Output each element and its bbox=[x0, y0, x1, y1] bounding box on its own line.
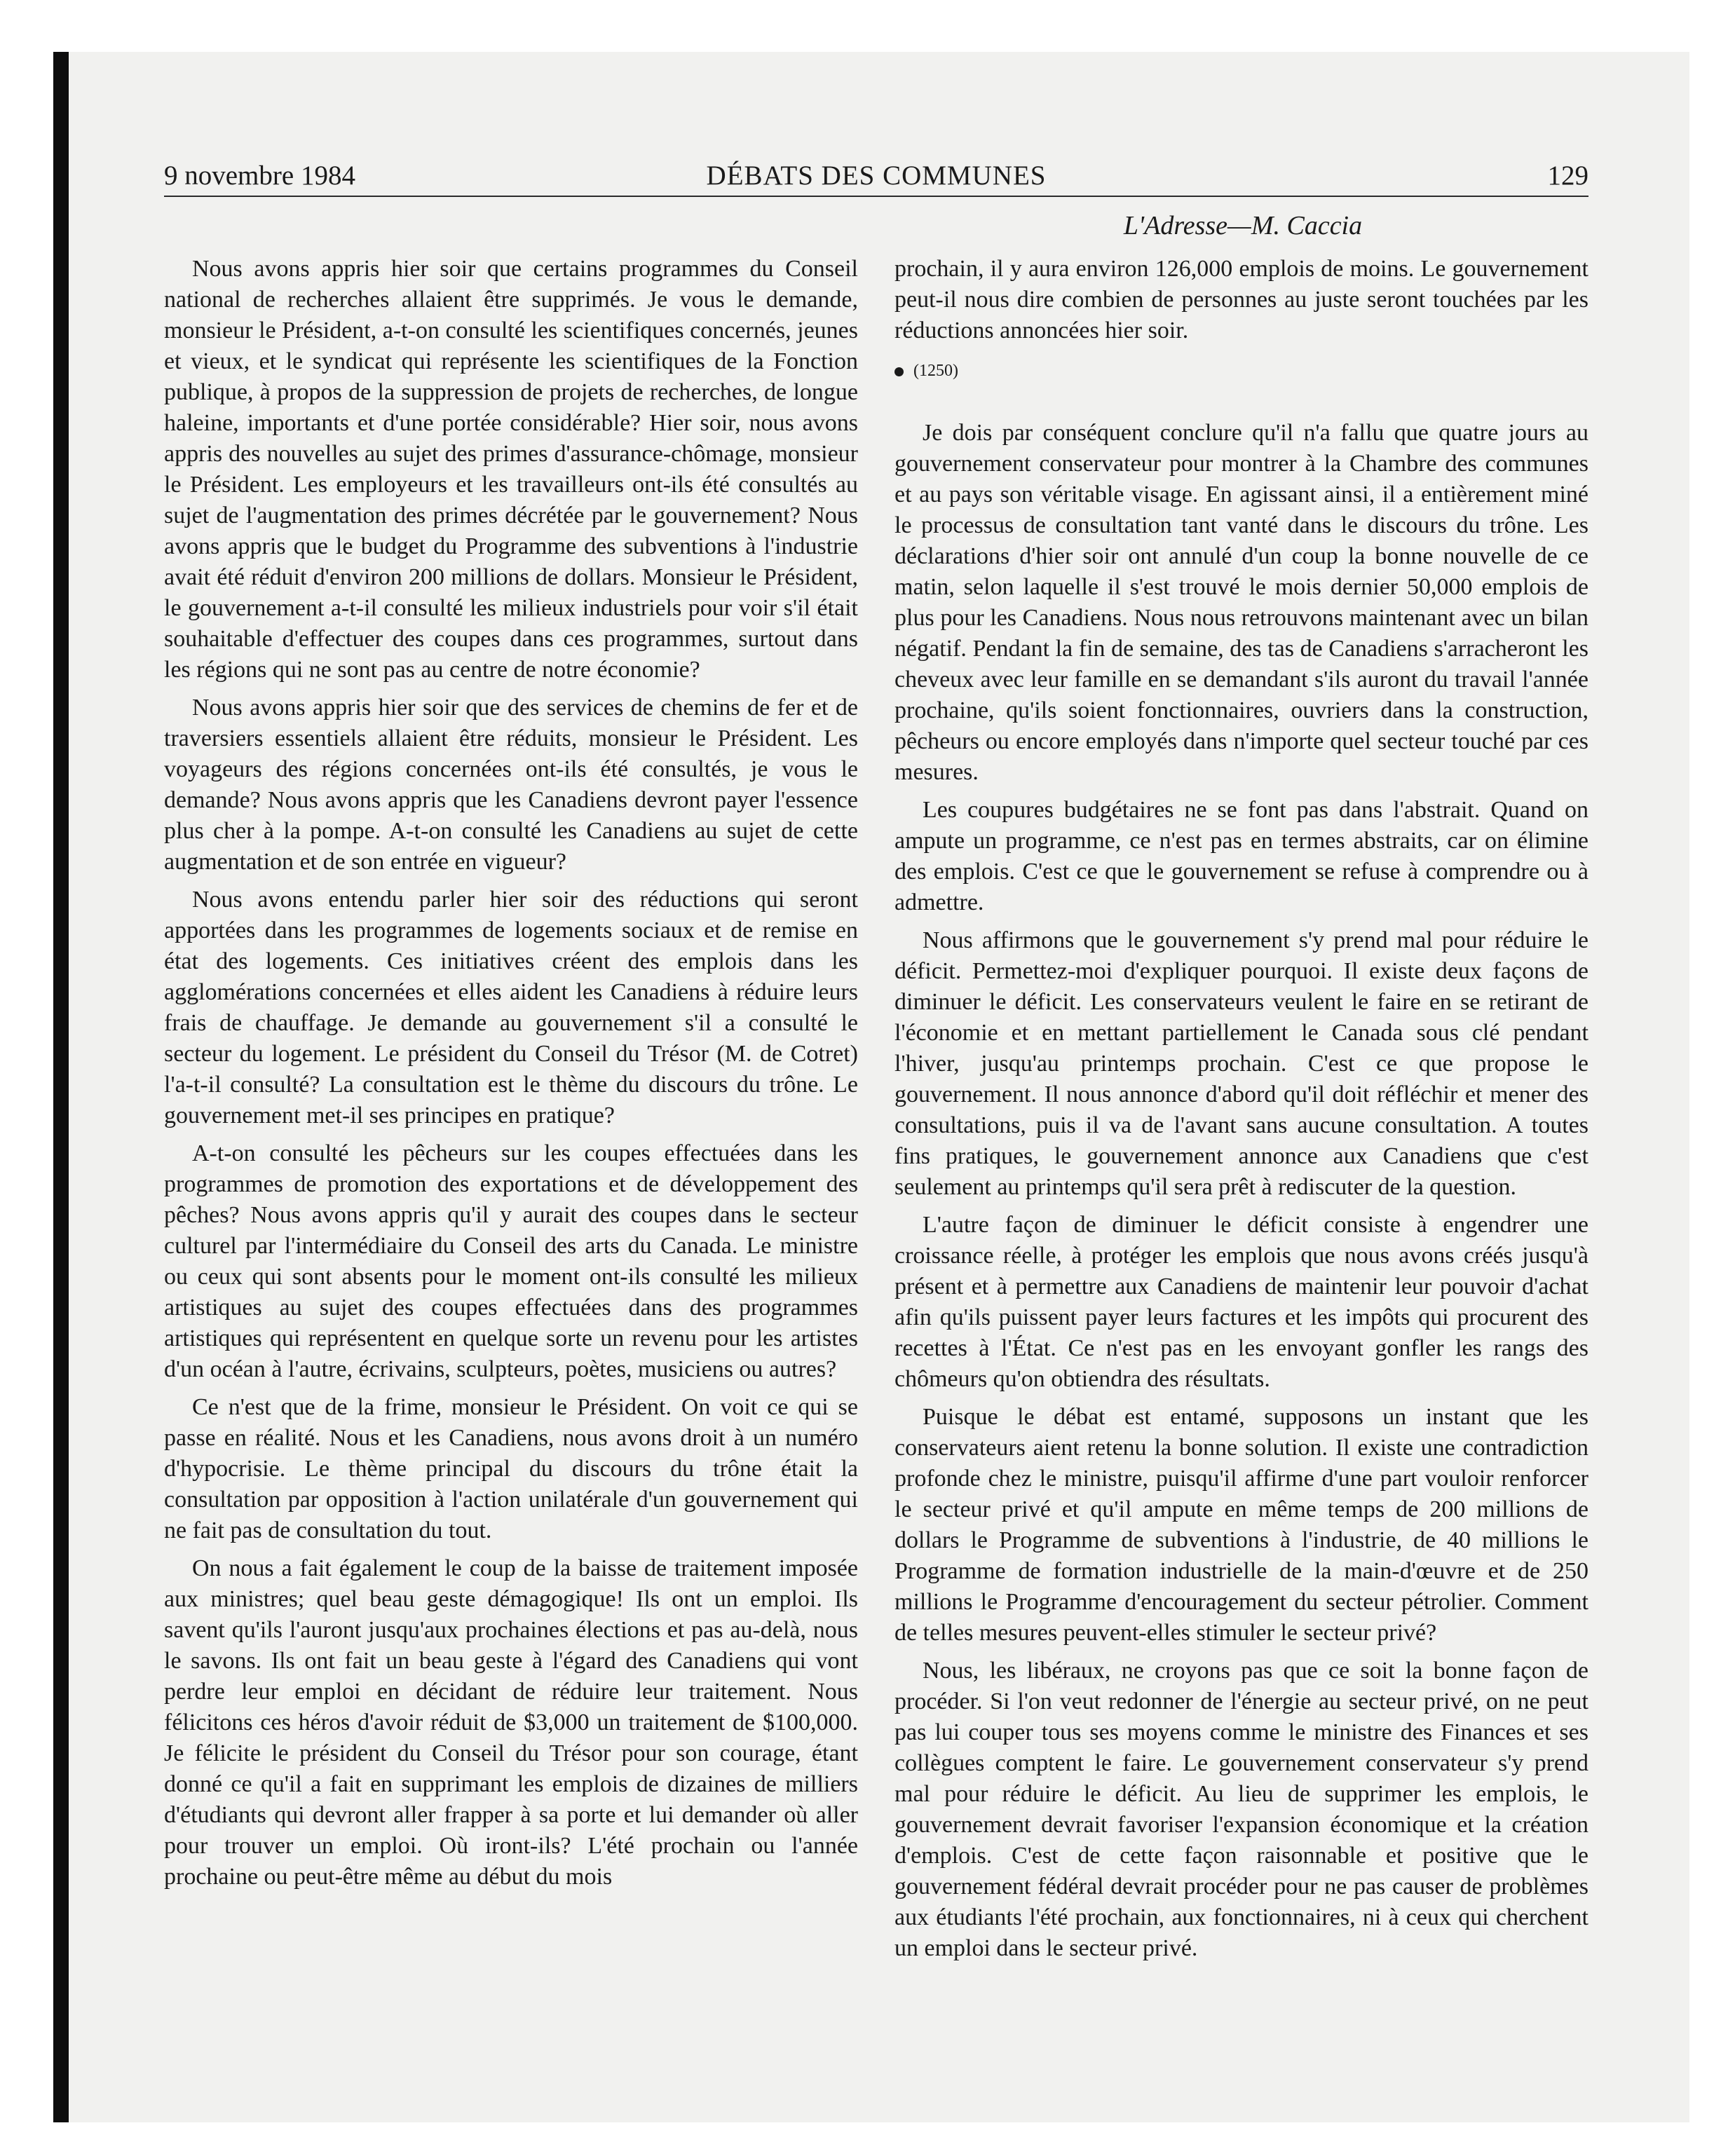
paragraph: Je dois par conséquent conclure qu'il n'a fallu que quatre jours au gouvernement conservateur pour montrer à la Chambre des communes et au pays son véritable visage. En agissant ainsi, il a entièrement miné le processus de consultation tant vanté dans le discours du trône. Les déclarations d'hier soir ont annulé d'un coup la bonne nouvelle de ce matin, selon laquelle il s'est trouvé le mois dernier 50,000 emplois de plus pour les Canadiens. Nous nous retrouvons maintenant avec un bilan négatif. Pendant la fin de semaine, des tas de Canadiens s'arracheront les cheveux avec leur famille en se demandant s'ils auront du travail l'année prochaine, qu'ils soient fonctionnaires, ouvriers dans la construction, pêcheurs ou encore employés dans n'importe quel secteur touché par ces mesures. bbox=[894, 420, 1588, 785]
paragraph: Nous avons appris hier soir que certains programmes du Conseil national de recherches allaient être supprimés. Je vous le demande, monsieur le Président, a-t-on consulté les scientifiques concernés, jeunes et vieux, et le syndicat qui représente les scientifiques de la Fonction publique, à propos de la suppression de projets de recherches, de longue haleine, importants et d'une portée considérable? Hier soir, nous avons appris des nouvelles au sujet des primes d'assurance-chômage, monsieur le Président. Les employeurs et les travailleurs ont-ils été consultés au sujet de l'augmentation des primes décrétée par le gouvernement? Nous avons appris que le budget du Programme des subventions à l'industrie avait été réduit d'environ 200 millions de dollars. Monsieur le Président, le gouvernement a-t-il consulté les milieux industriels pour voir s'il était souhaitable d'effectuer des coupes dans ces programmes, surtout dans les régions qui ne sont pas au centre de notre économie? bbox=[164, 256, 858, 683]
paragraph: Ce n'est que de la frime, monsieur le Président. On voit ce qui se passe en réalité. Nous et les Canadiens, nous avons droit à un numéro d'hypocrisie. Le thème principal du discours du trône était la consultation par opposition à l'action unilatérale d'un gouvernement qui ne fait pas de consultation du tout. bbox=[164, 1394, 858, 1543]
running-head bbox=[164, 160, 1588, 198]
section-label: L'Adresse—M. Caccia bbox=[1123, 211, 1363, 240]
paragraph: Nous avons appris hier soir que des services de chemins de fer et de traversiers essentiels allaient être réduits, monsieur le Président. Les voyageurs des régions concernées ont-ils été consultés, je vous le demande? Nous avons appris que les Canadiens devront payer l'essence plus cher à la pompe. A-t-on consulté les Canadiens au sujet de cette augmentation et de son entrée en vigueur? bbox=[164, 695, 858, 875]
paragraph: Nous affirmons que le gouvernement s'y prend mal pour réduire le déficit. Permettez-moi d'expliquer pourquoi. Il existe deux façons de diminuer le déficit. Les conservateurs veulent le faire en se retirant de l'économie et en mettant partiellement le Canada sous clé pendant l'hiver, jusqu'au printemps prochain. C'est ce que propose le gouvernement. Il nous annonce d'abord qu'il doit réfléchir et mener des consultations, puis il va de l'avant sans aucune consultation. A toutes fins pratiques, le gouvernement annonce aux Canadiens que c'est seulement au printemps qu'il sera prêt à rediscuter de la question. bbox=[894, 927, 1588, 1200]
scan-edge-shadow bbox=[53, 52, 69, 2122]
header-rule bbox=[164, 196, 1588, 197]
bullet-icon bbox=[894, 367, 904, 376]
paragraph: L'autre façon de diminuer le déficit consiste à engendrer une croissance réelle, à protéger les emplois que nous avons créés jusqu'à présent et à permettre aux Canadiens de maintenir leur pouvoir d'achat afin qu'ils puissent payer leurs factures et les impôts qui procurent des recettes à l'État. Ce n'est pas en les envoyant gonfler les rangs des chômeurs qu'on obtiendra des résultats. bbox=[894, 1212, 1588, 1392]
time-marker-label: (1250) bbox=[913, 362, 958, 380]
right-column bbox=[894, 254, 1588, 1971]
time-marker bbox=[894, 360, 1588, 381]
paragraph-continuation: prochain, il y aura environ 126,000 emplois de moins. Le gouvernement peut-il nous dire combien de personnes au juste seront touchées par les réductions annoncées hier soir. bbox=[894, 256, 1588, 343]
paragraph: Nous avons entendu parler hier soir des réductions qui seront apportées dans les programmes de logements sociaux et de remise en état des logements. Ces initiatives créent des emplois dans les agglomérations concernées et elles aident les Canadiens à réduire leurs frais de chauffage. Je demande au gouvernement s'il a consulté le secteur du logement. Le président du Conseil du Trésor (M. de Cotret) l'a-t-il consulté? La consultation est le thème du discours du trône. Le gouvernement met-il ses principes en pratique? bbox=[164, 887, 858, 1128]
header-date: 9 novembre 1984 bbox=[164, 161, 355, 191]
paragraph: Nous, les libéraux, ne croyons pas que ce soit la bonne façon de procéder. Si l'on veut redonner de l'énergie au secteur privé, on ne peut pas lui couper tous ses moyens comme le ministre des Finances et ses collègues comptent le faire. Le gouvernement conservateur s'y prend mal pour réduire le déficit. Au lieu de supprimer les emplois, le gouvernement devrait favoriser l'expansion économique et la création d'emplois. C'est de cette façon raisonnable et positive que le gouvernement fédéral devrait procéder pour ne pas causer de problèmes aux étudiants l'été prochain, aux fonctionnaires, ni à ceux qui cherchent un emploi dans le secteur privé. bbox=[894, 1658, 1588, 1961]
paragraph: On nous a fait également le coup de la baisse de traitement imposée aux ministres; quel beau geste démagogique! Ils ont un emploi. Ils savent qu'ils l'auront jusqu'aux prochaines élections et pas au-delà, nous le savons. Ils ont fait un beau geste à l'égard des Canadiens qui vont perdre leur emploi en décidant de réduire leur traitement. Nous félicitons ces héros d'avoir réduit de $3,000 un traitement de $100,000. Je félicite le président du Conseil du Trésor pour son courage, étant donné ce qu'il a fait en supprimant les emplois de dizaines de milliers d'étudiants qui devront aller frapper à sa porte et lui demander où aller pour trouver un emploi. Où iront-ils? L'été prochain ou l'année prochaine ou peut-être même au début du mois bbox=[164, 1555, 858, 1890]
paragraph: Les coupures budgétaires ne se font pas dans l'abstrait. Quand on ampute un programme, ce n'est pas en termes abstraits, car on élimine des emplois. C'est ce que le gouvernement se refuse à comprendre ou à admettre. bbox=[894, 797, 1588, 915]
page-number: 129 bbox=[1547, 161, 1588, 191]
paragraph: Puisque le débat est entamé, supposons un instant que les conservateurs aient retenu la bonne solution. Il existe une contradiction profonde chez le ministre, puisqu'il affirme d'une part vouloir renforcer le secteur privé et qu'il ampute en même temps de 200 millions de dollars le Programme de subventions à l'industrie, de 40 millions le Programme de formation industrielle de la main-d'œuvre et de 250 millions le Programme d'encouragement du secteur pétrolier. Comment de telles mesures peuvent-elles stimuler le secteur privé? bbox=[894, 1404, 1588, 1646]
paragraph: A-t-on consulté les pêcheurs sur les coupes effectuées dans les programmes de promotion des exportations et de développement des pêches? Nous avons appris qu'il y aurait des coupes dans le secteur culturel par l'intermédiaire du Conseil des arts du Canada. Le ministre ou ceux qui sont absents pour le moment ont-ils consulté les milieux artistiques au sujet des coupes effectuées dans des programmes artistiques qui représentent en quelque sorte un revenu pour les artistes d'un océan à l'autre, écrivains, sculpteurs, poètes, musiciens ou autres? bbox=[164, 1140, 858, 1382]
left-column bbox=[164, 254, 858, 1899]
header-title: DÉBATS DES COMMUNES bbox=[706, 161, 1047, 191]
